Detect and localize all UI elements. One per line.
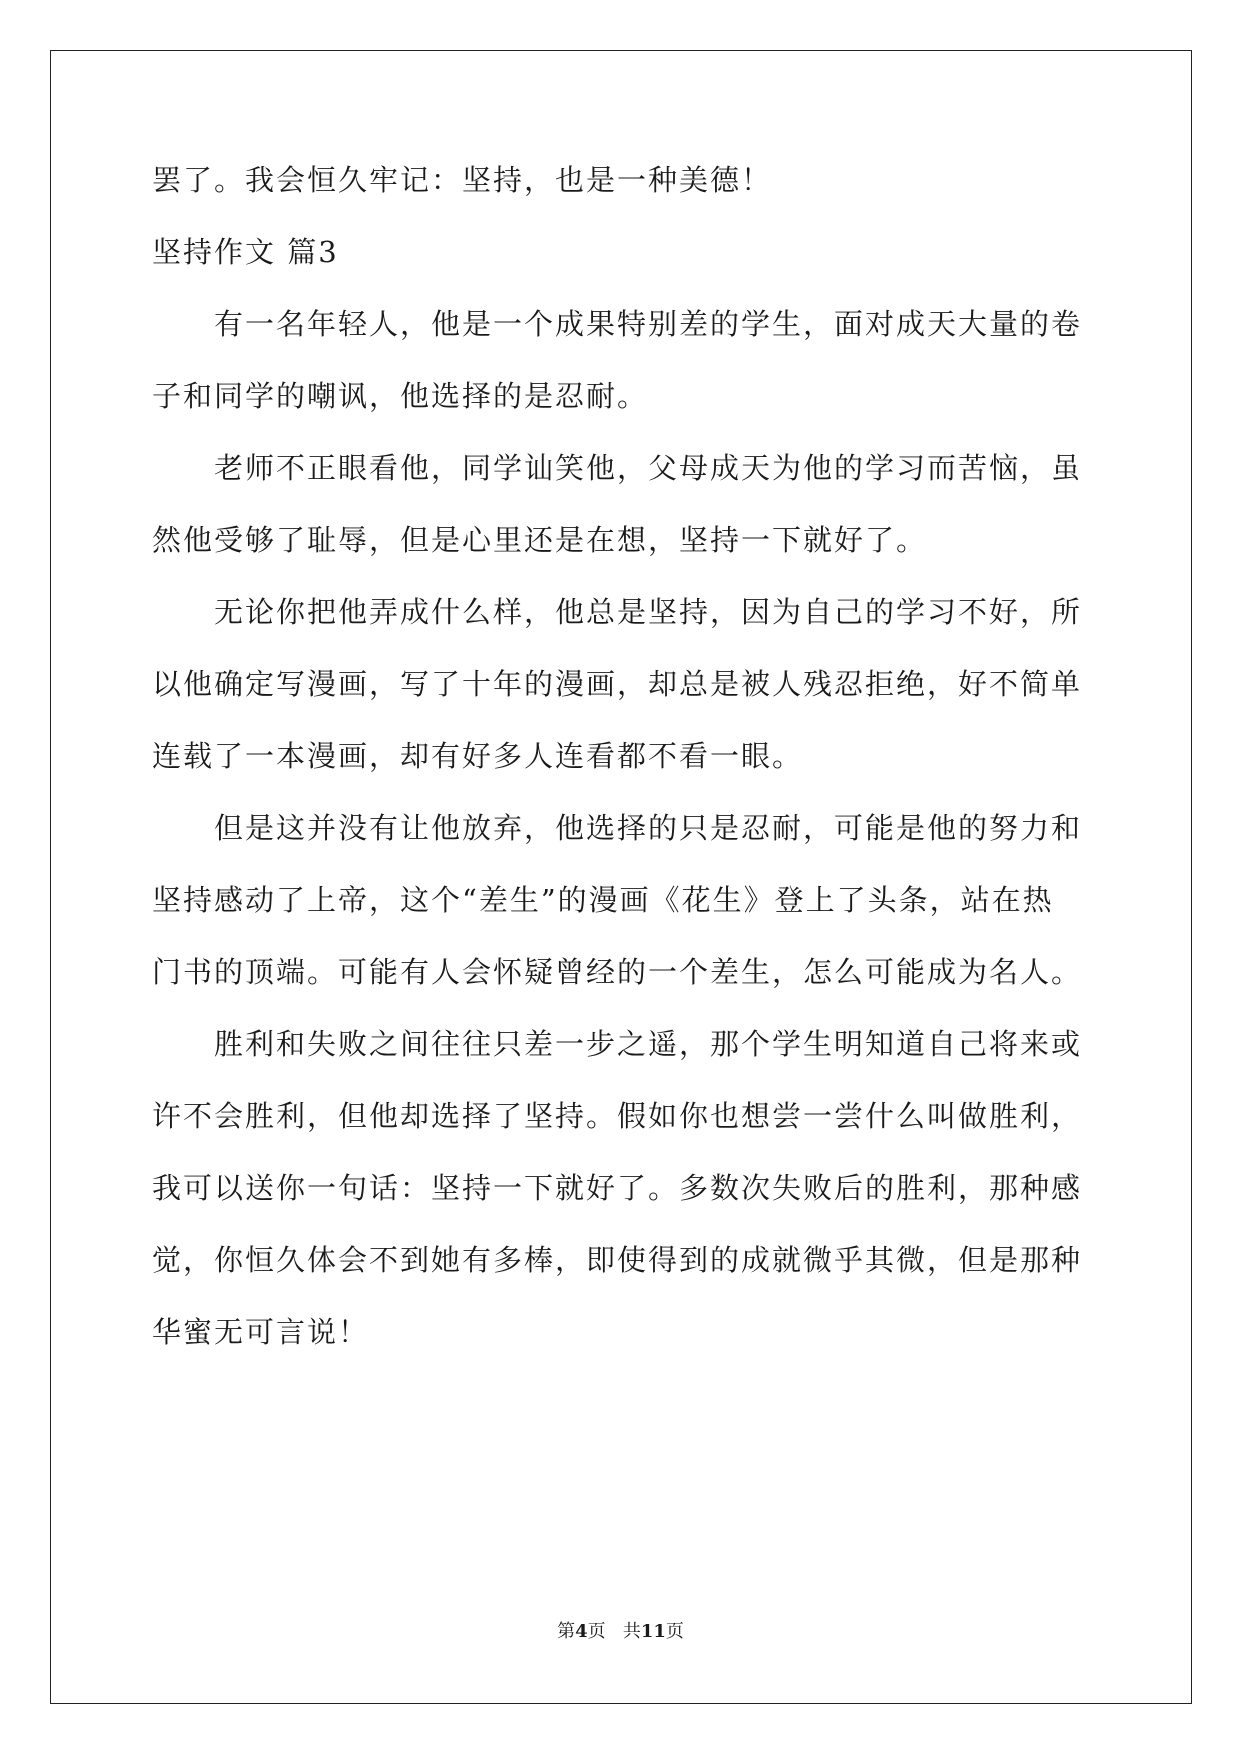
text-line: 胜利和失败之间往往只差一步之遥，那个学生明知道自己将来或 [152,1027,1083,1061]
text-line: 老师不正眼看他，同学讪笑他，父母成天为他的学习而苦恼，虽 [152,451,1083,485]
text-line: 子和同学的嘲讽，他选择的是忍耐。 [152,379,649,413]
text-line: 然他受够了耻辱，但是心里还是在想，坚持一下就好了。 [152,523,928,557]
text-line: 门书的顶端。可能有人会怀疑曾经的一个差生，怎么可能成为名人。 [152,955,1083,989]
section-heading: 坚持作文 篇3 [152,235,339,269]
text-line: 华蜜无可言说！ [152,1315,370,1349]
text-line: 许不会胜利，但他却选择了坚持。假如你也想尝一尝什么叫做胜利， [152,1099,1083,1133]
text-line: 坚持感动了上帝，这个“差生”的漫画《花生》登上了头条，站在热 [152,883,1054,917]
text-line: 有一名年轻人，他是一个成果特别差的学生，面对成天大量的卷 [152,307,1083,341]
footer-prefix: 第 [557,1621,576,1642]
page-footer [0,1620,1241,1644]
footer-total-prefix: 共 [622,1621,641,1642]
text-line: 但是这并没有让他放弃，他选择的只是忍耐，可能是他的努力和 [152,811,1083,845]
text-line: 觉，你恒久体会不到她有多棒，即使得到的成就微乎其微，但是那种 [152,1243,1083,1277]
current-page-number: 4 [575,1621,588,1642]
text-line: 以他确定写漫画，写了十年的漫画，却总是被人残忍拒绝，好不简单 [152,667,1083,701]
text-line: 连载了一本漫画，却有好多人连看都不看一眼。 [152,739,804,773]
footer-total-suffix: 页 [665,1621,684,1642]
text-line: 罢了。我会恒久牢记：坚持，也是一种美德！ [152,163,773,197]
text-line: 我可以送你一句话：坚持一下就好了。多数次失败后的胜利，那种感 [152,1171,1083,1205]
total-pages-number: 11 [640,1621,666,1642]
page-border [50,50,1192,1704]
footer-page-suffix: 页 [587,1621,606,1642]
text-line: 无论你把他弄成什么样，他总是坚持，因为自己的学习不好，所 [152,595,1083,629]
